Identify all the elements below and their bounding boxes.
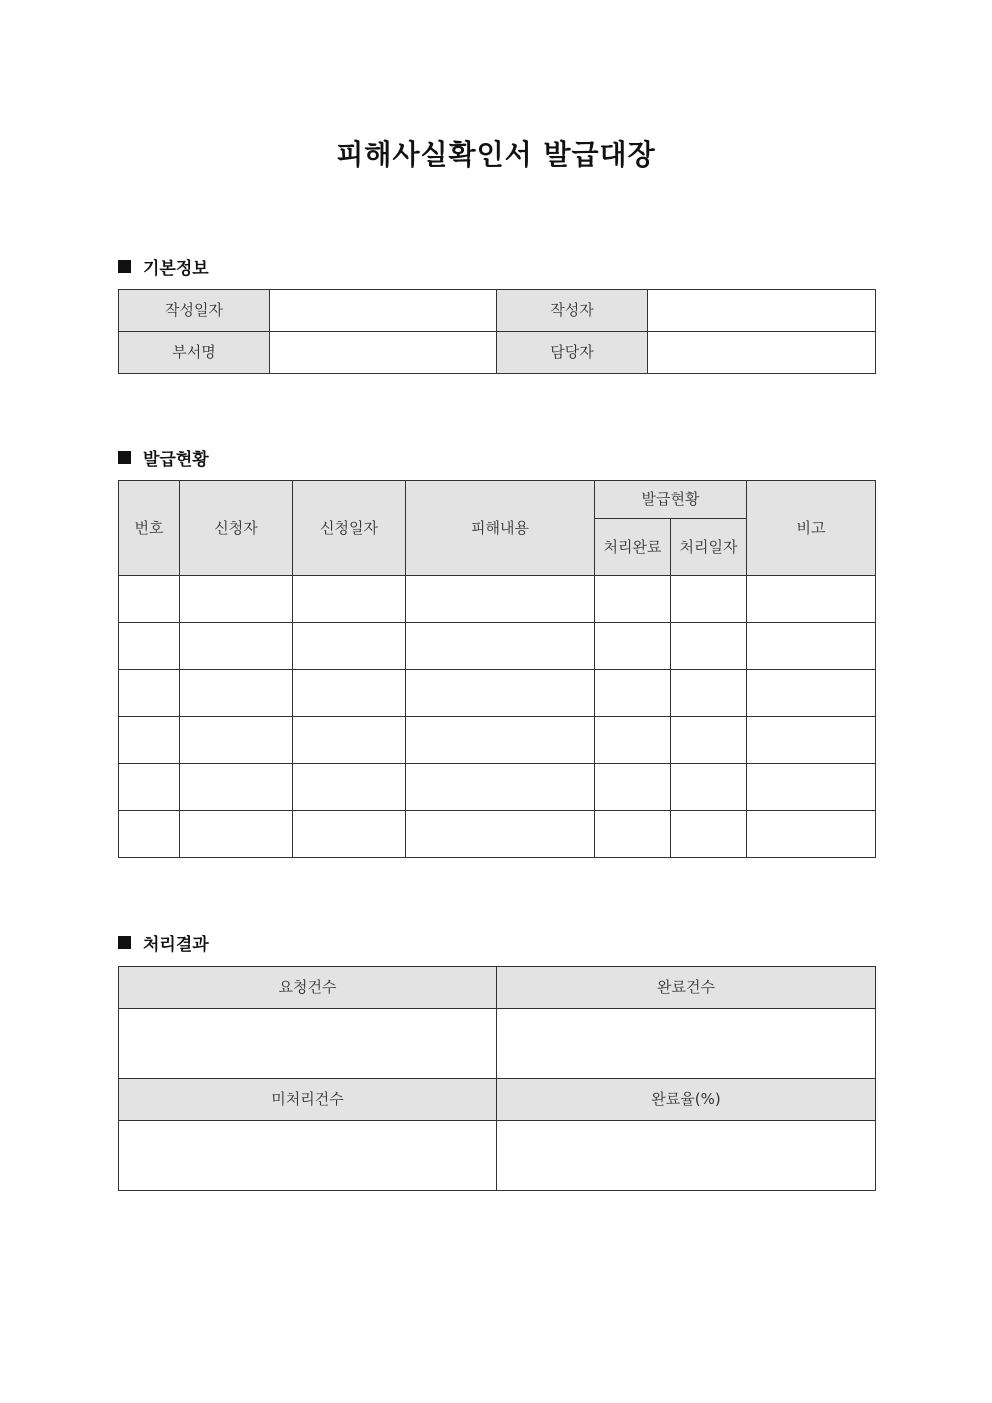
cell-damage-details[interactable] <box>406 670 595 717</box>
cell-application-date[interactable] <box>293 811 406 858</box>
cell-applicant[interactable] <box>180 623 293 670</box>
label-author: 작성자 <box>497 290 648 332</box>
label-completed-count: 완료건수 <box>497 967 876 1009</box>
cell-number[interactable] <box>119 764 180 811</box>
column-header-application-date: 신청일자 <box>293 481 406 576</box>
section-heading-label: 처리결과 <box>143 935 209 955</box>
label-completion-rate: 완료율(%) <box>497 1079 876 1121</box>
cell-remarks[interactable] <box>747 764 876 811</box>
label-person-in-charge: 담당자 <box>497 332 648 374</box>
section-heading-label: 기본정보 <box>143 259 209 279</box>
processing-results-table <box>118 966 876 1191</box>
field-completed-count[interactable] <box>497 1009 876 1079</box>
cell-remarks[interactable] <box>747 623 876 670</box>
cell-applicant[interactable] <box>180 764 293 811</box>
cell-application-date[interactable] <box>293 623 406 670</box>
cell-processing-complete[interactable] <box>595 764 671 811</box>
table-row <box>119 623 876 670</box>
cell-number[interactable] <box>119 670 180 717</box>
table-row <box>119 1121 876 1191</box>
cell-application-date[interactable] <box>293 717 406 764</box>
cell-damage-details[interactable] <box>406 811 595 858</box>
cell-processing-date[interactable] <box>671 623 747 670</box>
square-bullet-icon <box>118 451 131 464</box>
column-header-number: 번호 <box>119 481 180 576</box>
cell-number[interactable] <box>119 717 180 764</box>
cell-processing-date[interactable] <box>671 764 747 811</box>
cell-number[interactable] <box>119 576 180 623</box>
cell-processing-date[interactable] <box>671 717 747 764</box>
label-date-written: 작성일자 <box>119 290 270 332</box>
cell-remarks[interactable] <box>747 811 876 858</box>
table-row <box>119 811 876 858</box>
cell-processing-complete[interactable] <box>595 623 671 670</box>
table-row <box>119 1009 876 1079</box>
cell-damage-details[interactable] <box>406 764 595 811</box>
cell-processing-date[interactable] <box>671 670 747 717</box>
cell-application-date[interactable] <box>293 576 406 623</box>
field-department[interactable] <box>270 332 497 374</box>
table-row <box>119 576 876 623</box>
cell-damage-details[interactable] <box>406 717 595 764</box>
square-bullet-icon <box>118 260 131 273</box>
field-person-in-charge[interactable] <box>648 332 876 374</box>
column-header-damage-details: 피해내용 <box>406 481 595 576</box>
cell-processing-date[interactable] <box>671 811 747 858</box>
document-title: 피해사실확인서 발급대장 <box>336 138 656 171</box>
square-bullet-icon <box>118 936 131 949</box>
column-header-remarks: 비고 <box>747 481 876 576</box>
cell-number[interactable] <box>119 623 180 670</box>
cell-processing-complete[interactable] <box>595 670 671 717</box>
cell-damage-details[interactable] <box>406 623 595 670</box>
section-heading-basic-info <box>118 254 209 279</box>
column-header-processing-complete: 처리완료 <box>595 519 671 576</box>
column-header-applicant: 신청자 <box>180 481 293 576</box>
cell-application-date[interactable] <box>293 764 406 811</box>
table-row <box>119 717 876 764</box>
label-unprocessed-count: 미처리건수 <box>119 1079 497 1121</box>
table-row <box>119 332 876 374</box>
cell-applicant[interactable] <box>180 717 293 764</box>
cell-remarks[interactable] <box>747 717 876 764</box>
table-row <box>119 670 876 717</box>
field-request-count[interactable] <box>119 1009 497 1079</box>
issuance-status-table <box>118 480 876 858</box>
table-row <box>119 290 876 332</box>
column-group-header-issuance: 발급현황 <box>595 481 747 519</box>
label-department: 부서명 <box>119 332 270 374</box>
table-row <box>119 1079 876 1121</box>
column-header-processing-date: 처리일자 <box>671 519 747 576</box>
cell-number[interactable] <box>119 811 180 858</box>
table-row <box>119 967 876 1009</box>
cell-applicant[interactable] <box>180 576 293 623</box>
table-row <box>119 764 876 811</box>
section-heading-issuance-status <box>118 445 209 470</box>
cell-application-date[interactable] <box>293 670 406 717</box>
section-heading-label: 발급현황 <box>143 450 209 470</box>
field-completion-rate[interactable] <box>497 1121 876 1191</box>
cell-processing-complete[interactable] <box>595 811 671 858</box>
field-date-written[interactable] <box>270 290 497 332</box>
basic-info-table <box>118 289 876 374</box>
cell-remarks[interactable] <box>747 576 876 623</box>
cell-applicant[interactable] <box>180 811 293 858</box>
label-request-count: 요청건수 <box>119 967 497 1009</box>
field-author[interactable] <box>648 290 876 332</box>
cell-damage-details[interactable] <box>406 576 595 623</box>
cell-remarks[interactable] <box>747 670 876 717</box>
field-unprocessed-count[interactable] <box>119 1121 497 1191</box>
cell-processing-complete[interactable] <box>595 717 671 764</box>
section-heading-processing-results <box>118 930 209 955</box>
cell-processing-complete[interactable] <box>595 576 671 623</box>
cell-processing-date[interactable] <box>671 576 747 623</box>
cell-applicant[interactable] <box>180 670 293 717</box>
